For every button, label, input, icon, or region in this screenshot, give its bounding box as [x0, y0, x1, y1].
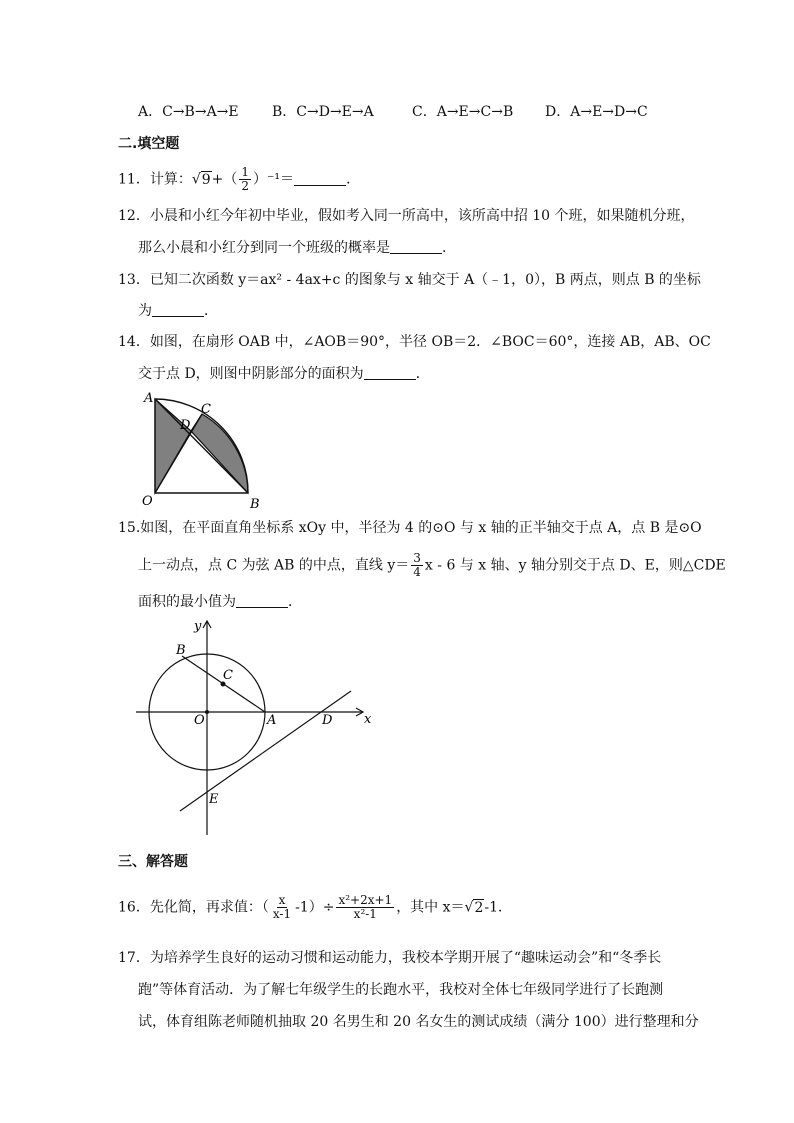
q14-end: ． [415, 366, 430, 382]
q16-suffix: ，其中 x＝ [396, 899, 465, 916]
q15-text-b: x - 6 与 x 轴、y 轴分别交于点 D、E，则△CDE [424, 557, 726, 574]
question-12-line2 [138, 238, 456, 258]
question-13-line2 [138, 301, 218, 321]
q16-f1-num: x [278, 893, 286, 907]
question-14-line1: 14．如图，在扇形 OAB 中，∠AOB＝90°，半径 OB＝2．∠BOC＝60°，连接 AB，AB、OC [118, 334, 711, 350]
q16-end: -1． [484, 899, 513, 916]
q16-f2-den: x²-1 [353, 907, 377, 921]
question-17-line3: 试，体育组陈老师随机抽取 20 名男生和 20 名女生的测试成绩（满分 100）进行整理和分 [138, 1014, 699, 1030]
question-17-line2: 跑”等体育活动．为了解七年级学生的长跑水平，我校对全体七年级同学进行了长跑测 [138, 982, 664, 998]
q15-fraction [411, 552, 423, 579]
answer-blank [364, 365, 416, 380]
question-12-line1: 12．小晨和小红今年初中毕业，假如考入同一所高中，该所高中招 10 个班，如果随机分班， [118, 208, 695, 224]
choice-a: A．C→B→A→E [138, 104, 239, 120]
answer-blank [152, 302, 204, 317]
q13-end: ． [204, 303, 218, 319]
q16-fraction-1 [271, 894, 293, 921]
choice-d: D．A→E→D→C [545, 104, 648, 120]
coordinate-figure [130, 615, 380, 840]
q14-text: 交于点 D，则图中阴影部分的面积为 [138, 366, 364, 382]
label-x: x [364, 712, 372, 727]
question-13-line1: 13．已知二次函数 y＝ax² - 4ax+c 的图象与 x 轴交于 A（﹣1，0），B 两点，则点 B 的坐标 [118, 272, 701, 288]
q11-frac-den: 2 [241, 179, 250, 193]
question-15-line1: 15.如图，在平面直角坐标系 xOy 中，半径为 4 的⊙O 与 x 轴的正半轴交于点 A，点 B 是⊙O [118, 520, 702, 536]
sector-figure [138, 388, 268, 513]
section-heading-solve: 三、解答题 [118, 854, 188, 870]
q11-exp: ）⁻¹＝ [253, 171, 295, 188]
choice-b: B．C→D→E→A [272, 104, 374, 120]
q15-text-a: 上一动点，点 C 为弦 AB 的中点，直线 y＝ [138, 557, 410, 574]
q11-frac-num: 1 [241, 165, 250, 179]
q16-open-paren: （ [261, 899, 269, 916]
q15-text-c: 面积的最小值为 [138, 594, 236, 610]
q16-f2-num: x²+2x+1 [338, 893, 393, 907]
q16-sqrt-arg: 2 [474, 899, 484, 916]
label-a: A [267, 713, 277, 728]
answer-blank [236, 593, 288, 608]
q11-fraction [239, 166, 251, 193]
answer-blank [390, 239, 442, 254]
question-11 [118, 166, 360, 193]
choice-c: C．A→E→C→B [412, 104, 514, 120]
sqrt-symbol: √ [191, 171, 201, 188]
sqrt-symbol: √ [464, 899, 474, 916]
q11-plus: +（ [211, 171, 238, 188]
q15-frac-den: 4 [413, 565, 421, 579]
q11-end: ． [346, 171, 361, 188]
label-d: D [322, 713, 333, 728]
q15-frac-num: 3 [413, 551, 421, 565]
q11-prefix: 11．计算： [118, 171, 192, 188]
label-e: E [209, 792, 219, 807]
question-16 [118, 894, 512, 921]
question-14-line2 [138, 364, 430, 384]
label-o: O [142, 494, 153, 509]
label-c: C [201, 402, 211, 417]
question-15-line2 [138, 552, 726, 579]
label-a: A [144, 391, 154, 406]
q13-text: 为 [138, 303, 152, 319]
label-d: D [180, 418, 191, 433]
q11-sqrt-arg: 9 [201, 171, 211, 188]
label-o: O [194, 713, 205, 728]
question-17-line1: 17．为培养学生良好的运动习惯和运动能力，我校本学期开展了“趣味运动会”和“冬季长 [118, 950, 662, 966]
shaded-triangle [155, 399, 191, 493]
point-o [205, 710, 209, 714]
q16-prefix: 16．先化简，再求值： [118, 899, 262, 916]
q16-f1-den: x-1 [272, 907, 292, 921]
q12-end: ． [442, 240, 456, 256]
label-b: B [176, 643, 186, 658]
section-heading-fill-blank: 二.填空题 [118, 136, 180, 152]
q15-end: ． [288, 594, 302, 610]
q12-text: 那么小晨和小红分到同一个班级的概率是 [138, 240, 390, 256]
question-15-line3 [138, 592, 302, 612]
label-y: y [194, 619, 202, 634]
answer-blank [294, 171, 346, 186]
label-c: C [223, 668, 233, 683]
q16-minus: -1）÷ [295, 899, 335, 916]
q16-fraction-2 [336, 894, 394, 921]
label-b: B [250, 497, 260, 512]
